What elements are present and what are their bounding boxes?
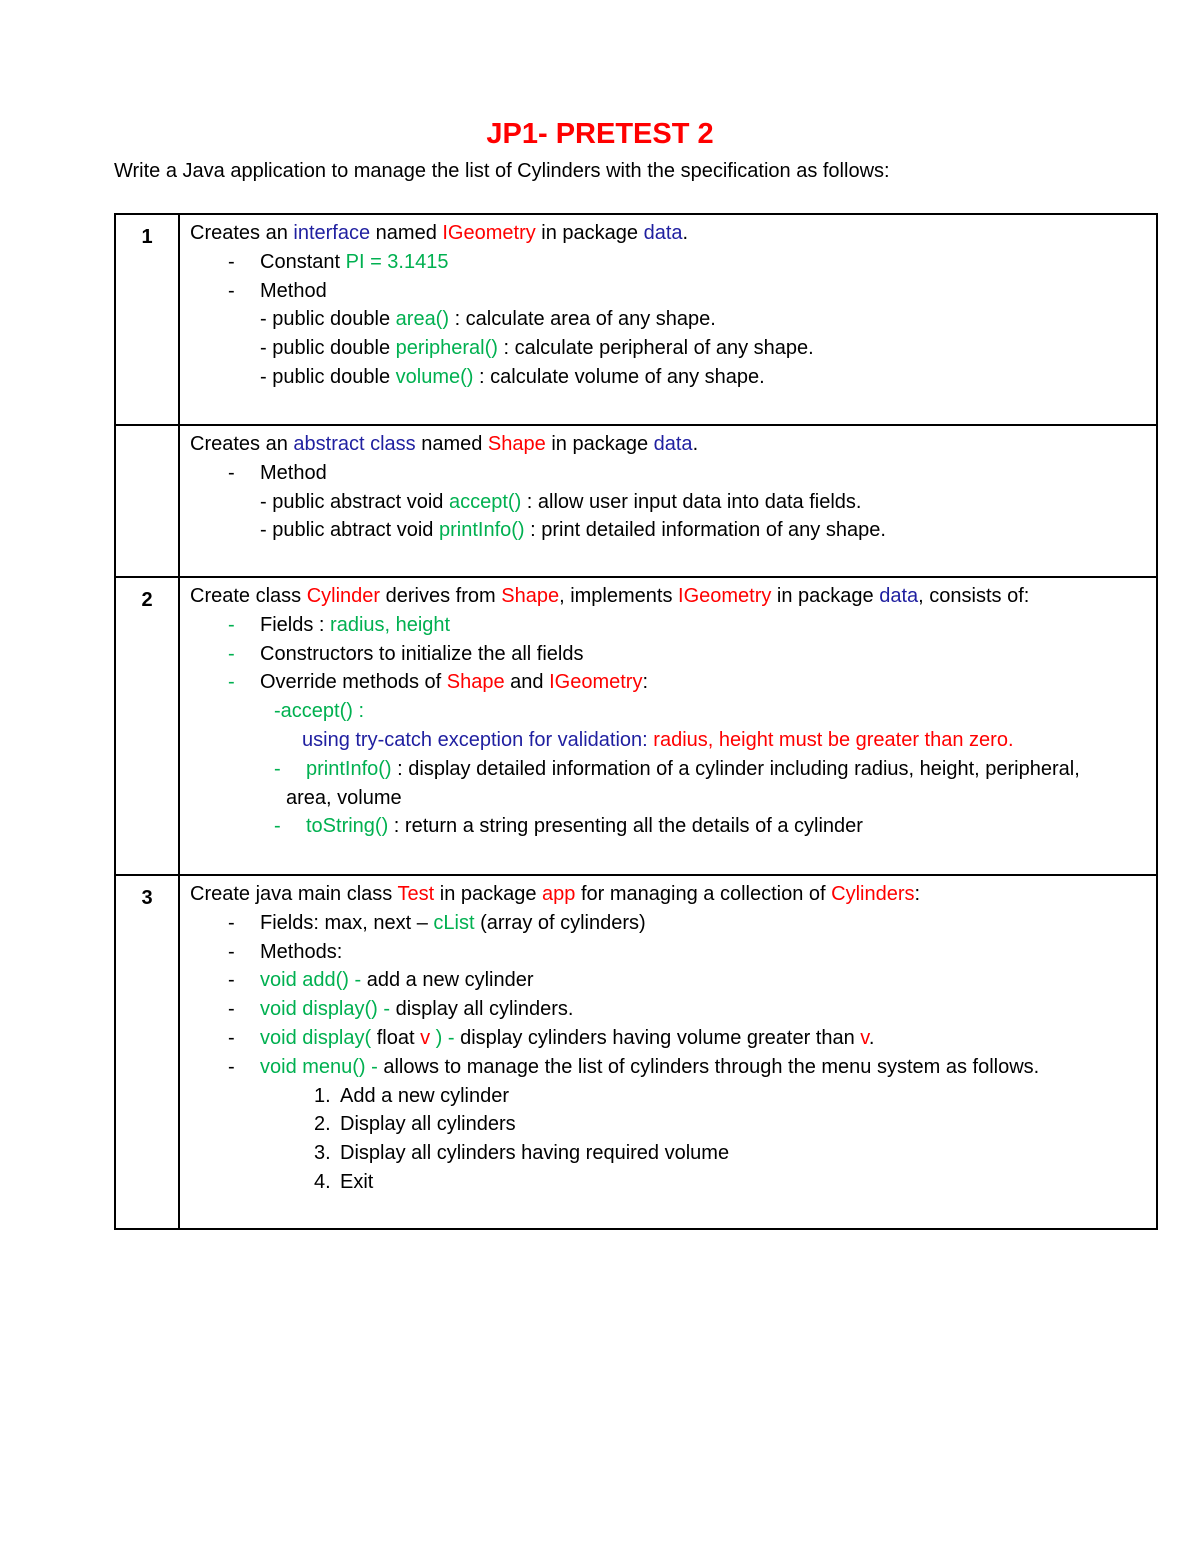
table-row bbox=[115, 214, 1157, 425]
spec-line: - void menu() - allows to manage the list of cylinders through the menu system as follows. bbox=[228, 1055, 1040, 1078]
row-number bbox=[115, 425, 179, 577]
spec-line: - Methods: bbox=[228, 940, 343, 963]
spec-line: Creates an abstract class named Shape in package data. bbox=[190, 433, 699, 455]
spec-line: Create java main class Test in package app for managing a collection of Cylinders: bbox=[190, 883, 921, 905]
menu-item: 3. Display all cylinders having required volume bbox=[314, 1142, 730, 1165]
spec-line: - Override methods of Shape and IGeometry: bbox=[228, 671, 648, 694]
spec-line: - Constructors to initialize the all fields bbox=[228, 642, 584, 665]
spec-line: - Method bbox=[228, 279, 327, 302]
spec-line: - Method bbox=[228, 461, 327, 484]
spec-line: - Fields : radius, height bbox=[228, 613, 451, 636]
table-row bbox=[115, 425, 1157, 577]
table-row bbox=[115, 875, 1157, 1229]
page-title: JP1- PRETEST 2 bbox=[486, 118, 714, 150]
row-number: 2 bbox=[115, 577, 179, 875]
row-content bbox=[179, 875, 1157, 1229]
row-content bbox=[179, 214, 1157, 425]
menu-item: 4. Exit bbox=[314, 1170, 374, 1193]
row-number: 1 bbox=[115, 214, 179, 425]
spec-line: -accept() : bbox=[274, 700, 365, 723]
row-content bbox=[179, 577, 1157, 875]
menu-item: 1. Add a new cylinder bbox=[314, 1084, 509, 1107]
spec-line: Create class Cylinder derives from Shape, implements IGeometry in package data, consists of: bbox=[190, 585, 1030, 607]
spec-line: area, volume bbox=[286, 786, 402, 809]
spec-line: - public double volume() : calculate volume of any shape. bbox=[260, 365, 765, 388]
spec-line: - printInfo() : display detailed information of a cylinder including radius, height, peripheral, bbox=[274, 757, 1080, 780]
spec-line: using try-catch exception for validation: radius, height must be greater than zero. bbox=[302, 728, 1014, 751]
spec-line: - public double peripheral() : calculate peripheral of any shape. bbox=[260, 337, 814, 360]
spec-line: - Constant PI = 3.1415 bbox=[228, 250, 449, 273]
specification-table bbox=[114, 213, 1158, 1230]
row-content bbox=[179, 425, 1157, 577]
table-row bbox=[115, 577, 1157, 875]
spec-line: - public double area() : calculate area of any shape. bbox=[260, 308, 716, 331]
spec-line: - toString() : return a string presenting all the details of a cylinder bbox=[274, 815, 863, 838]
spec-line: - void display( float v ) - display cylinders having volume greater than v. bbox=[228, 1026, 875, 1049]
spec-line: - public abtract void printInfo() : print detailed information of any shape. bbox=[260, 519, 886, 542]
row-number: 3 bbox=[115, 875, 179, 1229]
spec-line: - void add() - add a new cylinder bbox=[228, 969, 534, 992]
intro-text: Write a Java application to manage the list of Cylinders with the specification as follows: bbox=[114, 160, 890, 182]
spec-line: - Fields: max, next – cList (array of cylinders) bbox=[228, 911, 646, 934]
spec-line: - void display() - display all cylinders. bbox=[228, 998, 574, 1021]
menu-item: 2. Display all cylinders bbox=[314, 1113, 516, 1136]
spec-line: - public abstract void accept() : allow user input data into data fields. bbox=[260, 490, 862, 513]
spec-line: Creates an interface named IGeometry in package data. bbox=[190, 222, 689, 244]
